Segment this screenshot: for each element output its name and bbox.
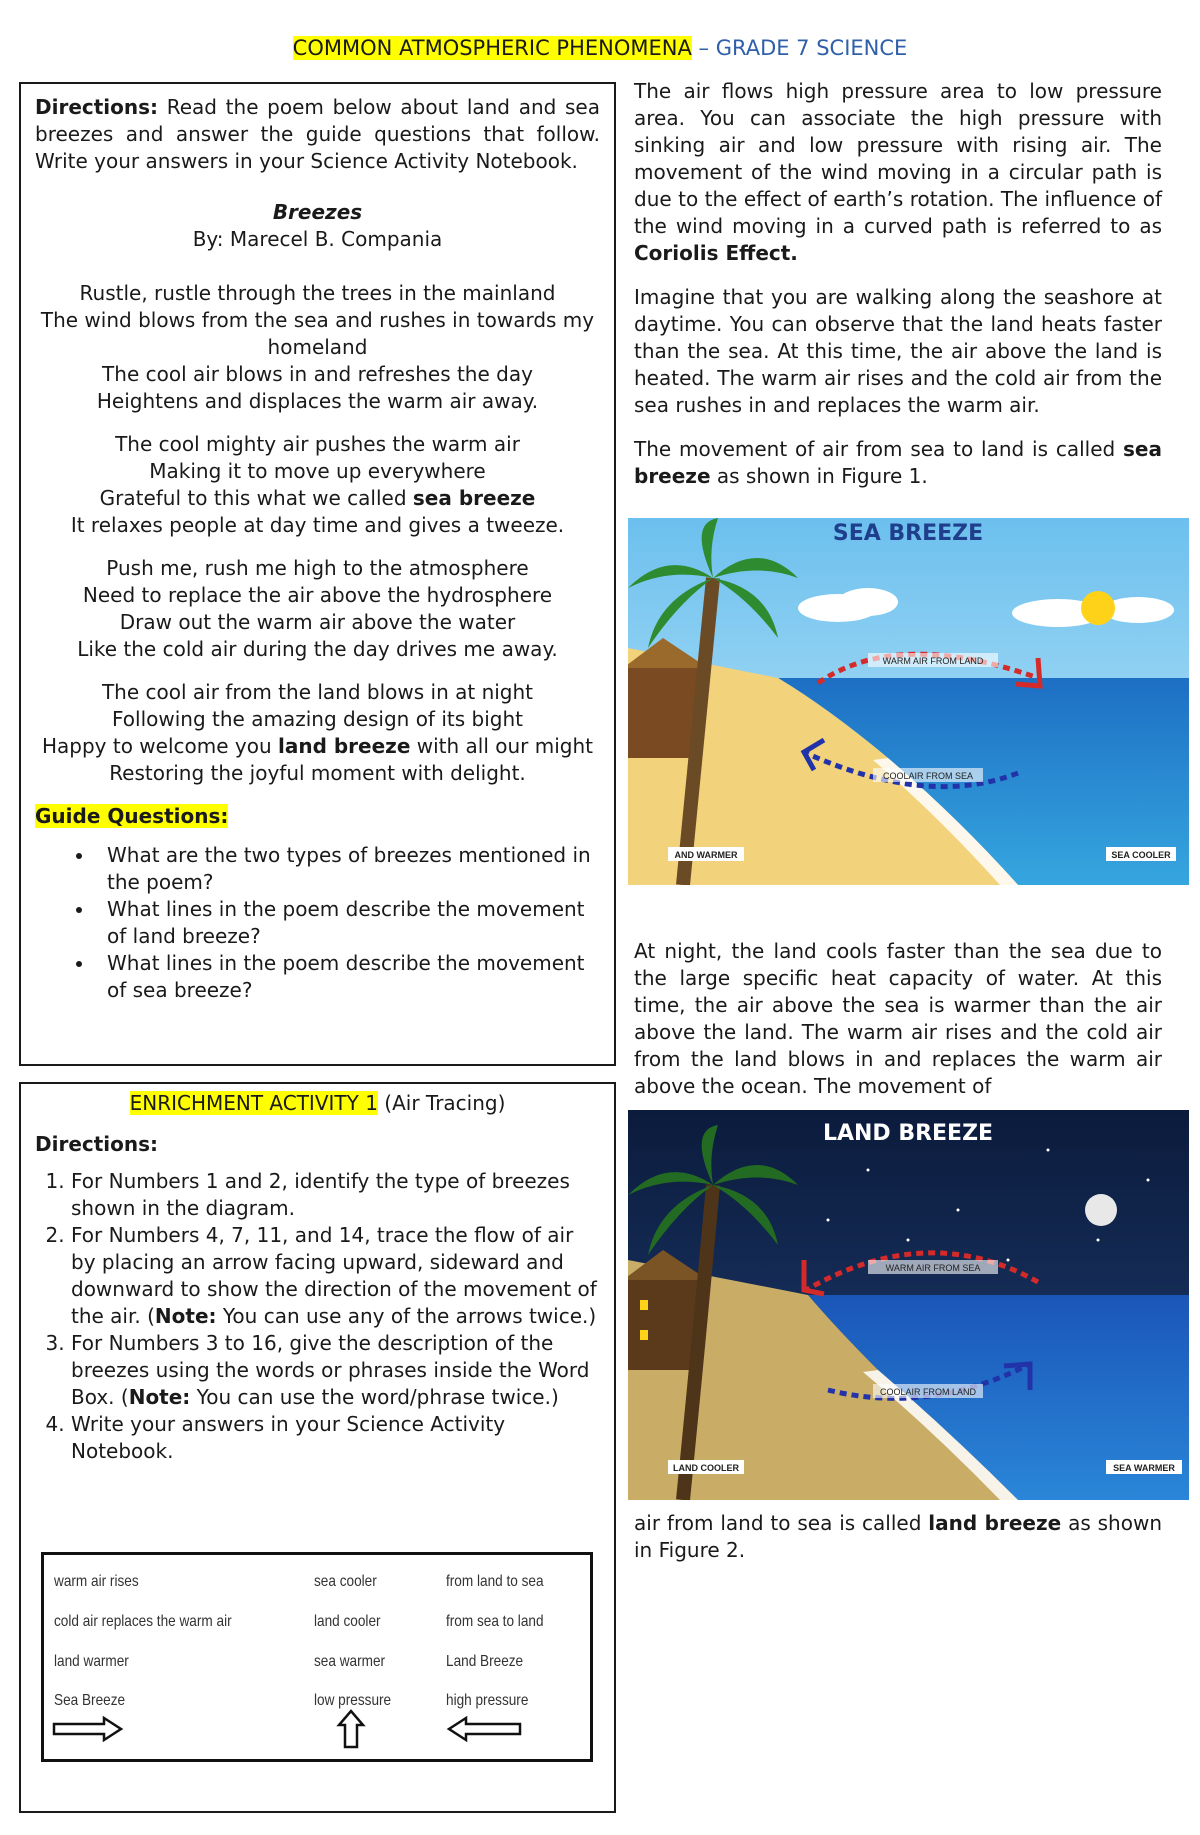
coriolis-term: Coriolis Effect. xyxy=(634,241,798,265)
poem-line: Grateful to this what we called sea breeze xyxy=(99,486,536,510)
poem-line: Heightens and displaces the warm air away. xyxy=(96,389,539,413)
poem-line: Push me, rush me high to the atmosphere xyxy=(106,556,529,580)
moon-icon xyxy=(1085,1194,1117,1226)
paragraph-coriolis: The air flows high pressure area to low pressure area. You can associate the high pressure with sinking air and low pressure with rising air. The movement of the wind moving in a circular path is due to the effect of earth’s rotation. The influence of the wind moving in a curved path is referred to as Coriolis Effect. xyxy=(634,79,1162,265)
word-box-item: sea cooler xyxy=(314,1573,377,1590)
land-breeze-term: land breeze xyxy=(928,1511,1062,1535)
word-box-item: cold air replaces the warm air xyxy=(54,1613,232,1630)
guide-question: • What are the two types of breezes mentioned in the poem? xyxy=(95,842,600,896)
poem-line: It relaxes people at day time and gives a tweeze. xyxy=(70,513,565,537)
warm-air-label: WARM AIR FROM SEA xyxy=(885,1263,981,1273)
word-box-item: from sea to land xyxy=(446,1613,544,1630)
hut xyxy=(628,1280,698,1370)
figure-sea-breeze xyxy=(628,518,1189,885)
word-box-item: from land to sea xyxy=(446,1573,544,1590)
word-box-item: warm air rises xyxy=(54,1573,139,1590)
poem-line: The cool air from the land blows in at night xyxy=(101,680,534,704)
word-box-item: low pressure xyxy=(314,1692,392,1709)
land-breeze-term: land breeze xyxy=(278,734,411,758)
cool-air-label: COOLAIR FROM LAND xyxy=(879,1387,977,1397)
word-box-item: high pressure xyxy=(446,1692,529,1709)
poem-line: The cool mighty air pushes the warm air xyxy=(115,432,520,456)
enrichment-title: ENRICHMENT ACTIVITY 1 xyxy=(129,1091,378,1115)
poem-line: Restoring the joyful moment with delight. xyxy=(109,761,526,785)
land-label: LAND COOLER xyxy=(673,1463,739,1473)
word-box-item: land warmer xyxy=(54,1653,129,1670)
direction-item: 4. Write your answers in your Science Activity Notebook. xyxy=(71,1411,600,1465)
paragraph-land-breeze: air from land to sea is called land breeze as shown in Figure 2. xyxy=(634,1511,1162,1562)
directions-text: Read the poem below about land and sea breezes and answer the guide questions that follow. Write your answers in your Science Activity Notebook. xyxy=(35,95,600,173)
right-column-middle xyxy=(634,938,1162,1100)
right-column-bottom xyxy=(634,1510,1162,1564)
title-grade: GRADE 7 SCIENCE xyxy=(715,36,908,60)
sea-label: SEA WARMER xyxy=(1113,1463,1175,1473)
enrichment-directions-label: Directions: xyxy=(35,1132,159,1156)
paragraph-sea-breeze: The movement of air from sea to land is called sea breeze as shown in Figure 1. xyxy=(634,437,1162,488)
enrichment-box xyxy=(19,1082,616,1813)
poem-line: Draw out the warm air above the water xyxy=(119,610,516,634)
poem-title: Breezes xyxy=(272,200,363,224)
poem-line: The cool air blows in and refreshes the day xyxy=(102,362,533,386)
land-label: AND WARMER xyxy=(674,850,738,860)
title-separator: – xyxy=(691,36,716,60)
guide-questions-label: Guide Questions: xyxy=(35,804,229,828)
poem-line: Making it to move up everywhere xyxy=(149,459,486,483)
hut xyxy=(628,668,698,758)
direction-item: 2. For Numbers 4, 7, 11, and 14, trace the flow of air by placing an arrow facing upward, sideward and downward to show the direction of the movement of the air. (Note: You can use any of the arrows twice.) xyxy=(71,1222,600,1330)
up-arrow-icon xyxy=(336,1709,366,1749)
enrichment-subtitle: (Air Tracing) xyxy=(377,1091,506,1115)
sun-icon xyxy=(1081,591,1115,625)
sea-breeze-term: sea breeze xyxy=(412,486,536,510)
guide-questions-list xyxy=(35,842,600,1004)
guide-question: • What lines in the poem describe the movement of land breeze? xyxy=(95,896,600,950)
guide-question: • What lines in the poem describe the movement of sea breeze? xyxy=(95,950,600,1004)
poem-stanza-3 xyxy=(35,555,600,663)
cool-air-label: COOLAIR FROM SEA xyxy=(882,771,974,781)
figure-title: LAND BREEZE xyxy=(822,1121,994,1146)
poem-line: Rustle, rustle through the trees in the mainland xyxy=(79,281,556,305)
poem-line: Happy to welcome you land breeze with all our might xyxy=(41,734,594,758)
left-arrow-icon xyxy=(446,1715,522,1743)
figure-title: SEA BREEZE xyxy=(832,521,984,546)
enrichment-directions-list xyxy=(35,1168,600,1465)
poem-author: By: Marecel B. Compania xyxy=(192,227,443,251)
poem-stanza-1 xyxy=(35,280,600,415)
poem-stanza-2 xyxy=(35,431,600,539)
paragraph-night: At night, the land cools faster than the sea due to the large specific heat capacity of water. At this time, the air above the sea is warmer than the air above the land. The warm air rises and the cold air from the land blows in and replaces the warm air above the ocean. The movement of xyxy=(634,939,1162,1098)
directions-label: Directions: xyxy=(35,95,159,119)
right-column-top xyxy=(634,78,1162,490)
poem-line: Following the amazing design of its bight xyxy=(112,707,523,731)
poem-line: The wind blows from the sea and rushes in towards my homeland xyxy=(40,308,595,359)
word-box-item: Land Breeze xyxy=(446,1653,524,1670)
page-title xyxy=(0,34,1200,62)
word-box-item: land cooler xyxy=(314,1613,381,1630)
poem-stanza-4 xyxy=(35,679,600,787)
direction-item: 3. For Numbers 3 to 16, give the description of the breezes using the words or phrases inside the Word Box. (Note: You can use the word/phrase twice.) xyxy=(71,1330,600,1411)
direction-item: 1. For Numbers 1 and 2, identify the type of breezes shown in the diagram. xyxy=(71,1168,600,1222)
poem-line: Like the cold air during the day drives me away. xyxy=(77,637,558,661)
right-arrow-icon xyxy=(52,1715,124,1743)
sea-label: SEA COOLER xyxy=(1111,850,1171,860)
sea-breeze-term: sea breeze xyxy=(634,437,1162,488)
poem-box xyxy=(19,82,616,1066)
poem-line: Need to replace the air above the hydrosphere xyxy=(82,583,553,607)
poem-directions xyxy=(35,94,600,175)
word-box-item: sea warmer xyxy=(314,1653,386,1670)
figure-land-breeze xyxy=(628,1110,1189,1500)
warm-air-label: WARM AIR FROM LAND xyxy=(882,656,984,666)
paragraph-daytime: Imagine that you are walking along the seashore at daytime. You can observe that the land heats faster than the sea. At this time, the air above the land is heated. The warm air rises and the cold air from the sea rushes in and replaces the warm air. xyxy=(634,285,1162,417)
word-box-item: Sea Breeze xyxy=(54,1692,126,1709)
word-box xyxy=(41,1552,593,1762)
title-main: COMMON ATMOSPHERIC PHENOMENA xyxy=(292,36,692,60)
